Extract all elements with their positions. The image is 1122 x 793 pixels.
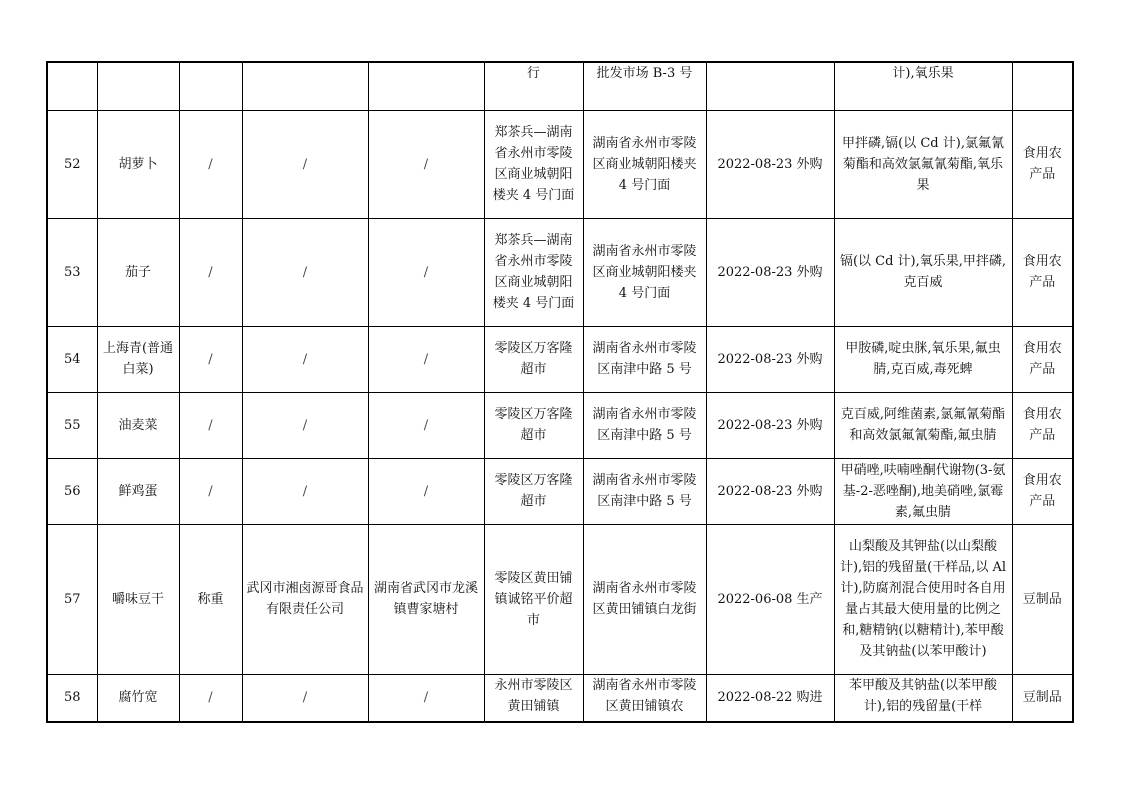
table-row xyxy=(47,110,1073,218)
date-cell: 2022-08-23 外购 xyxy=(706,218,834,326)
table-row xyxy=(47,218,1073,326)
producer-address-cell: / xyxy=(368,110,484,218)
row-number-cell xyxy=(47,62,97,110)
product-name-cell: 胡萝卜 xyxy=(97,110,179,218)
seller-address-cell: 湖南省永州市零陵区商业城朝阳楼夹 4 号门面 xyxy=(583,110,706,218)
specification-cell: / xyxy=(179,674,242,722)
test-items-cell: 山梨酸及其钾盐(以山梨酸计),铝的残留量(干样品,以 Al 计),防腐剂混合使用时各自用量占其最大使用量的比例之和,糖精钠(以糖精计),苯甲酸及其钠盐(以苯甲酸计) xyxy=(834,524,1012,674)
category-cell: 食用农产品 xyxy=(1012,218,1073,326)
product-name-cell: 茄子 xyxy=(97,218,179,326)
test-items-cell: 克百威,阿维菌素,氯氟氰菊酯和高效氯氟氰菊酯,氟虫腈 xyxy=(834,392,1012,458)
product-name-cell xyxy=(97,62,179,110)
producer-cell: 武冈市湘卤源哥食品有限责任公司 xyxy=(242,524,368,674)
product-name-cell: 鲜鸡蛋 xyxy=(97,458,179,524)
inspection-results-table xyxy=(46,61,1074,723)
table-row xyxy=(47,524,1073,674)
product-name-cell: 油麦菜 xyxy=(97,392,179,458)
seller-address-cell: 湖南省永州市零陵区南津中路 5 号 xyxy=(583,458,706,524)
producer-cell: / xyxy=(242,326,368,392)
table-row xyxy=(47,326,1073,392)
product-name-cell: 上海青(普通白菜) xyxy=(97,326,179,392)
date-cell: 2022-06-08 生产 xyxy=(706,524,834,674)
seller-cell: 郑茶兵—湖南省永州市零陵区商业城朝阳楼夹 4 号门面 xyxy=(484,110,583,218)
date-cell: 2022-08-23 外购 xyxy=(706,110,834,218)
row-number-cell: 52 xyxy=(47,110,97,218)
row-number-cell: 58 xyxy=(47,674,97,722)
date-cell xyxy=(706,62,834,110)
producer-cell: / xyxy=(242,458,368,524)
seller-address-cell: 湖南省永州市零陵区南津中路 5 号 xyxy=(583,326,706,392)
seller-address-cell: 湖南省永州市零陵区黄田铺镇白龙街 xyxy=(583,524,706,674)
date-cell: 2022-08-22 购进 xyxy=(706,674,834,722)
date-cell: 2022-08-23 外购 xyxy=(706,458,834,524)
producer-cell xyxy=(242,62,368,110)
category-cell: 食用农产品 xyxy=(1012,110,1073,218)
seller-cell: 零陵区黄田铺镇诚铭平价超市 xyxy=(484,524,583,674)
seller-cell: 永州市零陵区黄田铺镇 xyxy=(484,674,583,722)
producer-address-cell: / xyxy=(368,674,484,722)
seller-cell: 零陵区万客隆超市 xyxy=(484,392,583,458)
producer-address-cell: / xyxy=(368,458,484,524)
producer-address-cell: / xyxy=(368,326,484,392)
category-cell: 食用农产品 xyxy=(1012,392,1073,458)
seller-cell: 郑茶兵—湖南省永州市零陵区商业城朝阳楼夹 4 号门面 xyxy=(484,218,583,326)
date-cell: 2022-08-23 外购 xyxy=(706,326,834,392)
producer-cell: / xyxy=(242,674,368,722)
row-number-cell: 54 xyxy=(47,326,97,392)
specification-cell: / xyxy=(179,458,242,524)
producer-cell: / xyxy=(242,392,368,458)
specification-cell: 称重 xyxy=(179,524,242,674)
producer-cell: / xyxy=(242,110,368,218)
seller-address-cell: 湖南省永州市零陵区商业城朝阳楼夹 4 号门面 xyxy=(583,218,706,326)
seller-address-cell: 湖南省永州市零陵区黄田铺镇农 xyxy=(583,674,706,722)
row-number-cell: 57 xyxy=(47,524,97,674)
date-cell: 2022-08-23 外购 xyxy=(706,392,834,458)
category-cell: 食用农产品 xyxy=(1012,458,1073,524)
product-name-cell: 嚼味豆干 xyxy=(97,524,179,674)
seller-cell: 行 xyxy=(484,62,583,110)
row-number-cell: 55 xyxy=(47,392,97,458)
category-cell: 食用农产品 xyxy=(1012,326,1073,392)
test-items-cell: 计),氧乐果 xyxy=(834,62,1012,110)
test-items-cell: 甲硝唑,呋喃唑酮代谢物(3-氨基-2-恶唑酮),地美硝唑,氯霉素,氟虫腈 xyxy=(834,458,1012,524)
seller-cell: 零陵区万客隆超市 xyxy=(484,458,583,524)
category-cell: 豆制品 xyxy=(1012,674,1073,722)
row-number-cell: 56 xyxy=(47,458,97,524)
specification-cell: / xyxy=(179,392,242,458)
seller-address-cell: 湖南省永州市零陵区南津中路 5 号 xyxy=(583,392,706,458)
seller-address-cell: 批发市场 B-3 号 xyxy=(583,62,706,110)
producer-address-cell xyxy=(368,62,484,110)
producer-address-cell: / xyxy=(368,218,484,326)
specification-cell: / xyxy=(179,326,242,392)
test-items-cell: 镉(以 Cd 计),氧乐果,甲拌磷,克百威 xyxy=(834,218,1012,326)
specification-cell: / xyxy=(179,218,242,326)
category-cell xyxy=(1012,62,1073,110)
row-number-cell: 53 xyxy=(47,218,97,326)
table-row xyxy=(47,62,1073,110)
table-row xyxy=(47,674,1073,722)
table-row xyxy=(47,392,1073,458)
test-items-cell: 苯甲酸及其钠盐(以苯甲酸计),铝的残留量(干样 xyxy=(834,674,1012,722)
table-row xyxy=(47,458,1073,524)
product-name-cell: 腐竹宽 xyxy=(97,674,179,722)
producer-address-cell: / xyxy=(368,392,484,458)
test-items-cell: 甲拌磷,镉(以 Cd 计),氯氟氰菊酯和高效氯氟氰菊酯,氧乐果 xyxy=(834,110,1012,218)
producer-cell: / xyxy=(242,218,368,326)
producer-address-cell: 湖南省武冈市龙溪镇曹家塘村 xyxy=(368,524,484,674)
test-items-cell: 甲胺磷,啶虫脒,氧乐果,氟虫腈,克百威,毒死蜱 xyxy=(834,326,1012,392)
specification-cell xyxy=(179,62,242,110)
category-cell: 豆制品 xyxy=(1012,524,1073,674)
seller-cell: 零陵区万客隆超市 xyxy=(484,326,583,392)
specification-cell: / xyxy=(179,110,242,218)
